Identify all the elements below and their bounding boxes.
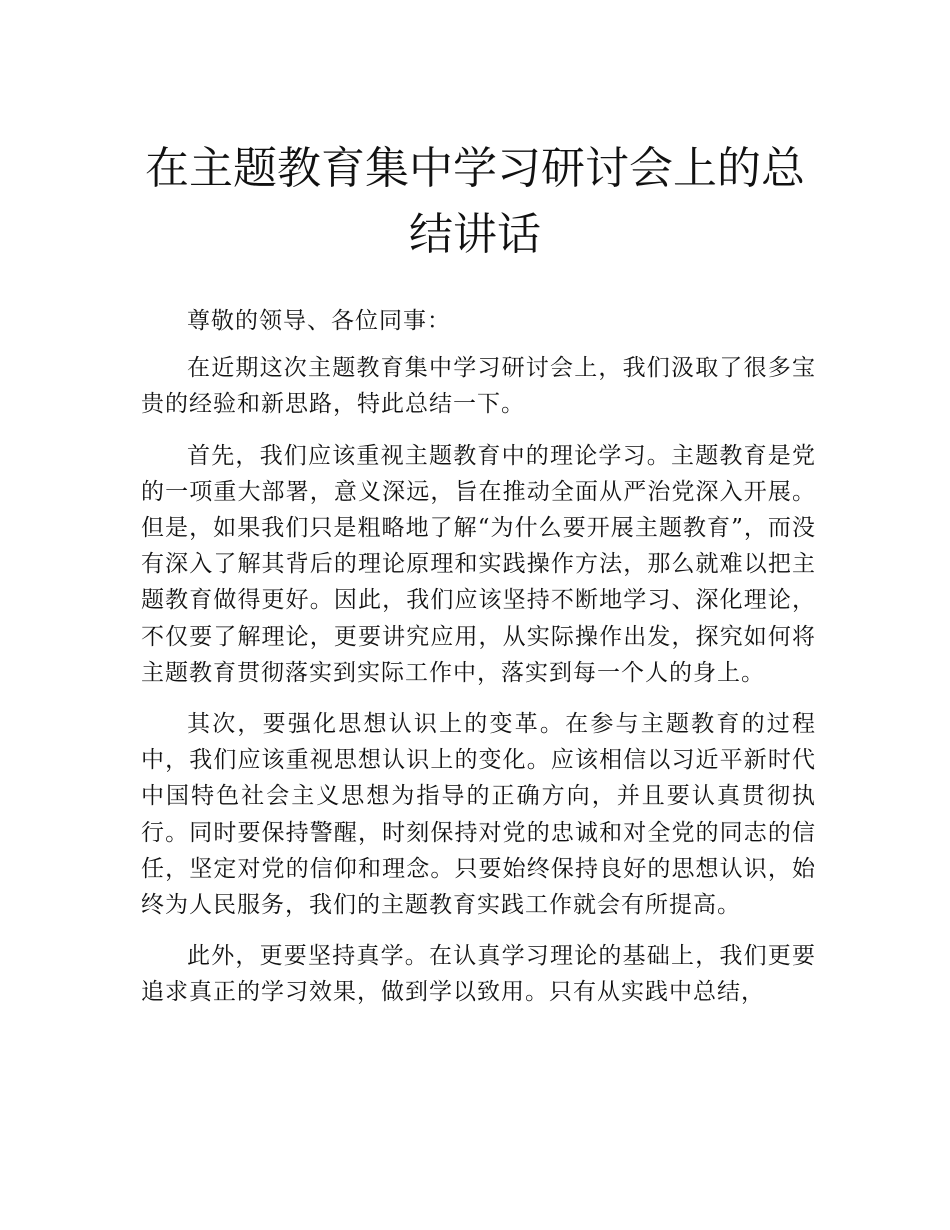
first-point-paragraph: 首先，我们应该重视主题教育中的理论学习。主题教育是党的一项重大部署，意义深远，旨在推动全面从严治党深入开展。但是，如果我们只是粗略地了解“为什么要开展主题教育”，而没有深入了解其背后的理论原理和实践操作方法，那么就难以把主题教育做得更好。因此，我们应该坚持不断地学习、深化理论，不仅要了解理论，更要讲究应用，从实际操作出发，探究如何将主题教育贯彻落实到实际工作中，落实到每一个人的身上。: [141, 442, 816, 686]
document-title-line-2: 结讲话: [409, 209, 541, 260]
document-title-line-1: 在主题教育集中学习研讨会上的总: [145, 143, 805, 194]
document-body: [141, 303, 816, 1026]
salutation-paragraph: 尊敬的领导、各位同事：: [187, 308, 451, 334]
second-point-paragraph: 其次，要强化思想认识上的变革。在参与主题教育的过程中，我们应该重视思想认识上的变化。应该相信以习近平新时代中国特色社会主义思想为指导的正确方向，并且要认真贯彻执行。同时要保持警醒，时刻保持对党的忠诚和对全党的同志的信任，坚定对党的信仰和理念。只要始终保持良好的思想认识，始终为人民服务，我们的主题教育实践工作就会有所提高。: [141, 711, 816, 919]
third-point-paragraph: 此外，更要坚持真学。在认真学习理论的基础上，我们更要追求真正的学习效果，做到学以致用。只有从实践中总结，: [141, 943, 816, 1006]
intro-paragraph: 在近期这次主题教育集中学习研讨会上，我们汲取了很多宝贵的经验和新思路，特此总结一下。: [141, 355, 816, 418]
